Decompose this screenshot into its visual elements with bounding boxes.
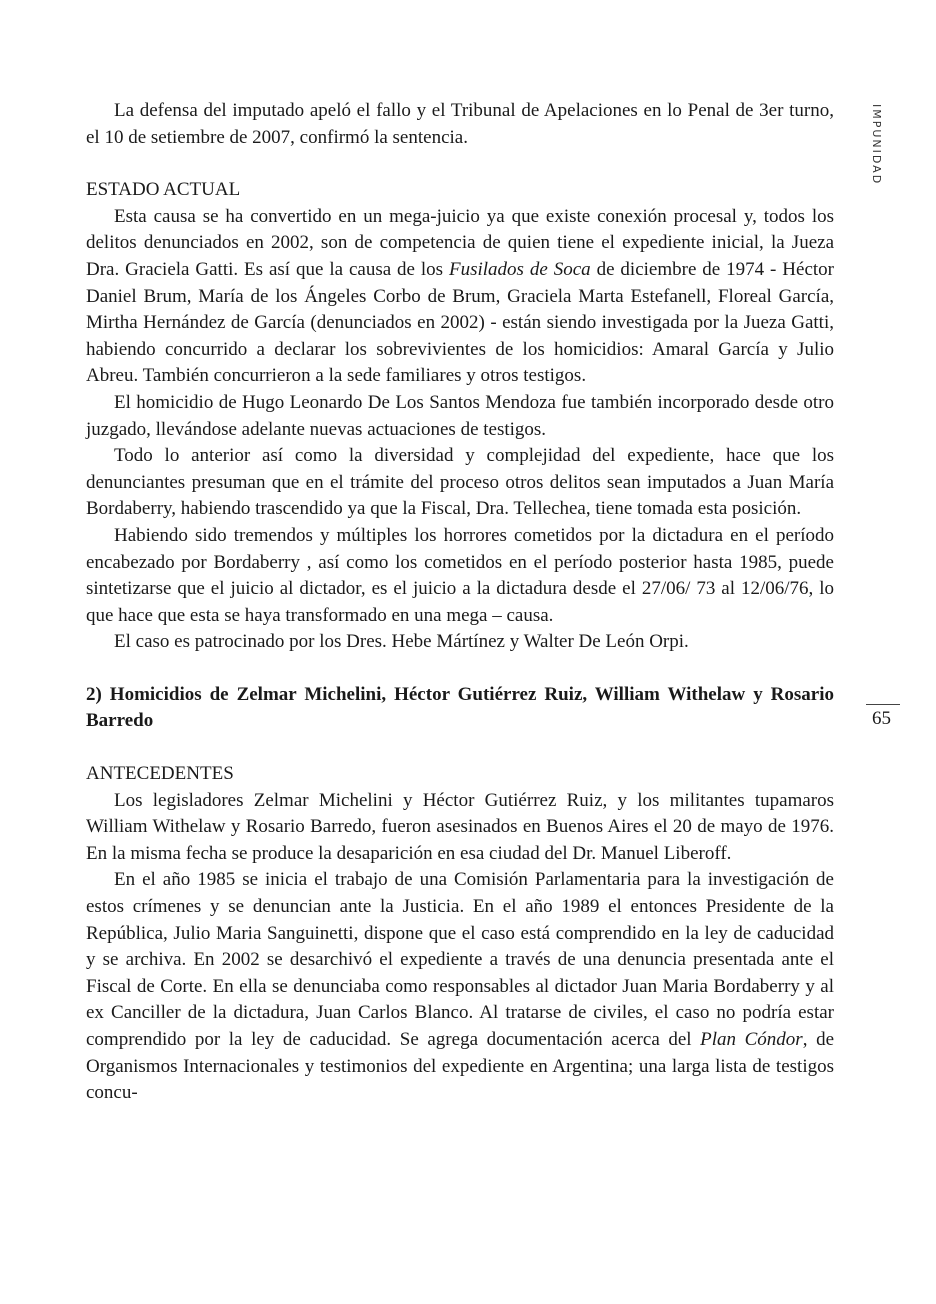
spacer: [86, 656, 834, 682]
paragraph-appeal: La defensa del imputado apeló el fallo y el Tribunal de Apelaciones en lo Penal de 3er turno, el 10 de setiembre de 2007, confirmó la sentencia.: [86, 100, 834, 148]
paragraph-mega-juicio-text-a: Esta causa se ha convertido en un mega-juicio ya que existe conexión procesal y, todos los delitos denunciados en 2002, son de competencia de quien tiene el expediente inicial, la Jueza Dra. Graciela Gatti. Es así que la causa de los: [86, 205, 834, 280]
paragraph-homicidio-mendoza: El homicidio de Hugo Leonardo De Los Santos Mendoza fue también incorporado desde otro juzgado, llevándose adelante nuevas actuaciones de testigos.: [86, 391, 834, 440]
body-text: [86, 98, 834, 1107]
paragraph-comision-text-a: En el año 1985 se inicia el trabajo de una Comisión Parlamentaria para la investigación de estos crímenes y se denuncian ante la Justicia. En el año 1989 el entonces Presidente de la República, Julio Maria Sanguinetti, dispone que el caso está comprendido en la ley de caducidad y se archiva. En 2002 se desarchivó el expediente a través de una denuncia presentada ante el Fiscal de Corte. En ella se denunciaba como responsables al dictador Juan Maria Bordaberry y al ex Canciller de la dictadura, Juan Carlos Blanco. Al tratarse de civiles, el caso no podría estar comprendido por la ley de caducidad. Se agrega documentación acerca del: [86, 869, 834, 1050]
paragraph-mega-juicio-text-b: de diciembre de 1974 - Héctor Daniel Brum, María de los Ángeles Corbo de Brum, Graciela Marta Estefanell, Floreal García, Mirtha Hernández de García (denunciados en 2002) - están siendo investigada por la Jueza Gatti, habiendo concurrido a declarar los sobrevivientes de los homicidios: Amaral García y Julio Abreu. También concurrieron a la sede familiares y otros testigos.: [86, 258, 834, 387]
running-head: IMPUNIDAD: [870, 104, 883, 186]
paragraph-comision-text-b: , de Organismos Internacionales y testimonios del expediente en Argentina; una larga lista de testigos concu-: [86, 1029, 834, 1104]
page-number: 65: [872, 708, 891, 729]
paragraph-patrocinio: El caso es patrocinado por los Dres. Hebe Mártínez y Walter De León Orpi.: [114, 631, 689, 653]
paragraph-todo-lo-anterior: Todo lo anterior así como la diversidad y complejidad del expediente, hace que los denunciantes presuman que en el trámite del proceso otros delitos sean imputados a Juan María Bordaberry, habiendo trascendido ya que la Fiscal, Dra. Tellechea, tiene tomada esta posición.: [86, 445, 834, 520]
plan-condor-italic: Plan Cóndor: [700, 1029, 803, 1050]
paragraph-horrores: Habiendo sido tremendos y múltiples los horrores cometidos por la dictadura en el período encabezado por Bordaberry , así como los cometidos en el período posterior hasta 1985, puede sintetizarse que el juicio al dictador, es el juicio a la dictadura desde el 27/06/ 73 al 12/06/76, lo que hace que esta se haya transformado en una mega – causa.: [86, 524, 834, 626]
spacer: [86, 151, 834, 177]
paragraph-mega-juicio: [86, 204, 834, 390]
heading-antecedentes: ANTECEDENTES: [86, 763, 234, 785]
heading-section-2: 2) Homicidios de Zelmar Michelini, Héctor Gutiérrez Ruiz, William Withelaw y Rosario Barredo: [86, 683, 834, 732]
heading-estado-actual: ESTADO ACTUAL: [86, 179, 241, 201]
page-number-rule: [866, 704, 900, 705]
paragraph-asesinatos: Los legisladores Zelmar Michelini y Héctor Gutiérrez Ruiz, y los militantes tupamaros William Withelaw y Rosario Barredo, fueron asesinados en Buenos Aires el 20 de mayo de 1976. En la misma fecha se produce la desaparición en esa ciudad del Dr. Manuel Liberoff.: [86, 789, 834, 864]
spacer: [86, 735, 834, 761]
paragraph-comision: [86, 867, 834, 1106]
fusilados-de-soca-italic: Fusilados de Soca: [449, 258, 591, 280]
